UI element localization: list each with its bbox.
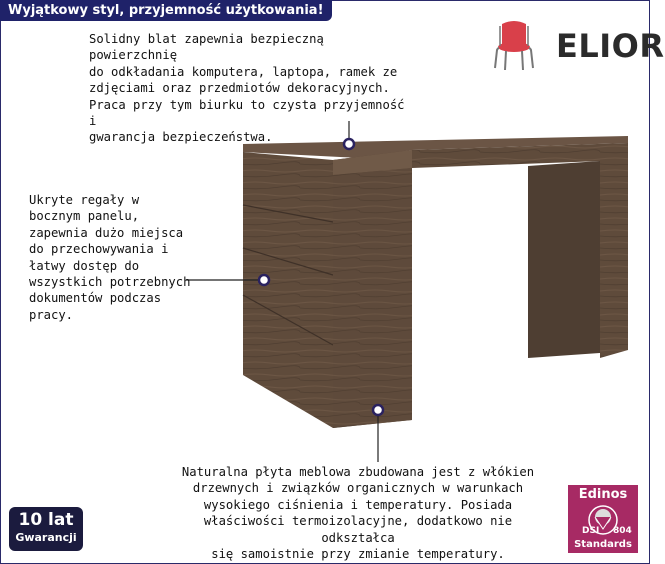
warranty-years: 10 lat — [18, 510, 74, 530]
certificate-code-right: 804 — [613, 526, 632, 536]
feature-bottom-text: Naturalna płyta meblowa zbudowana jest z włókien drzewnych i związków organicznych w warunkach wysokiego ciśnienia i temperatury. Posiada właściwości termoizolacyjne, dodatkowo nie odkształca się samoistnie przy zmianie temperatury. — [181, 465, 535, 562]
brand-name: ELIOR — [556, 27, 665, 65]
chair-icon — [484, 14, 544, 74]
certificate-name: Edinos — [578, 487, 628, 502]
certificate-emblem-icon — [568, 503, 638, 537]
page-title: Wyjątkowy styl, przyjemność użytkowania! — [0, 0, 332, 21]
desk-side-cabinet — [243, 152, 333, 428]
warranty-badge — [9, 507, 83, 551]
warranty-label: Gwarancji — [15, 531, 77, 544]
feature-left-text: Ukryte regały w bocznym panelu, zapewnia dużo miejsca do przechowywania i łatwy dostęp do wszystkich potrzebnych dokumentów podczas pracy. — [29, 193, 191, 322]
feature-top-text: Solidny blat zapewnia bezpieczną powierzchnię do odkładania komputera, laptopa, ramek ze zdjęciami oraz przedmiotów dekoracyjnych. Praca przy tym biurku to czysta przyjemność i gwarancja bezpieczeństwa. — [89, 32, 405, 145]
certificate-label: Standards — [574, 539, 632, 550]
certificate-code-left: DSI — [582, 526, 600, 536]
certificate-badge — [568, 485, 638, 553]
